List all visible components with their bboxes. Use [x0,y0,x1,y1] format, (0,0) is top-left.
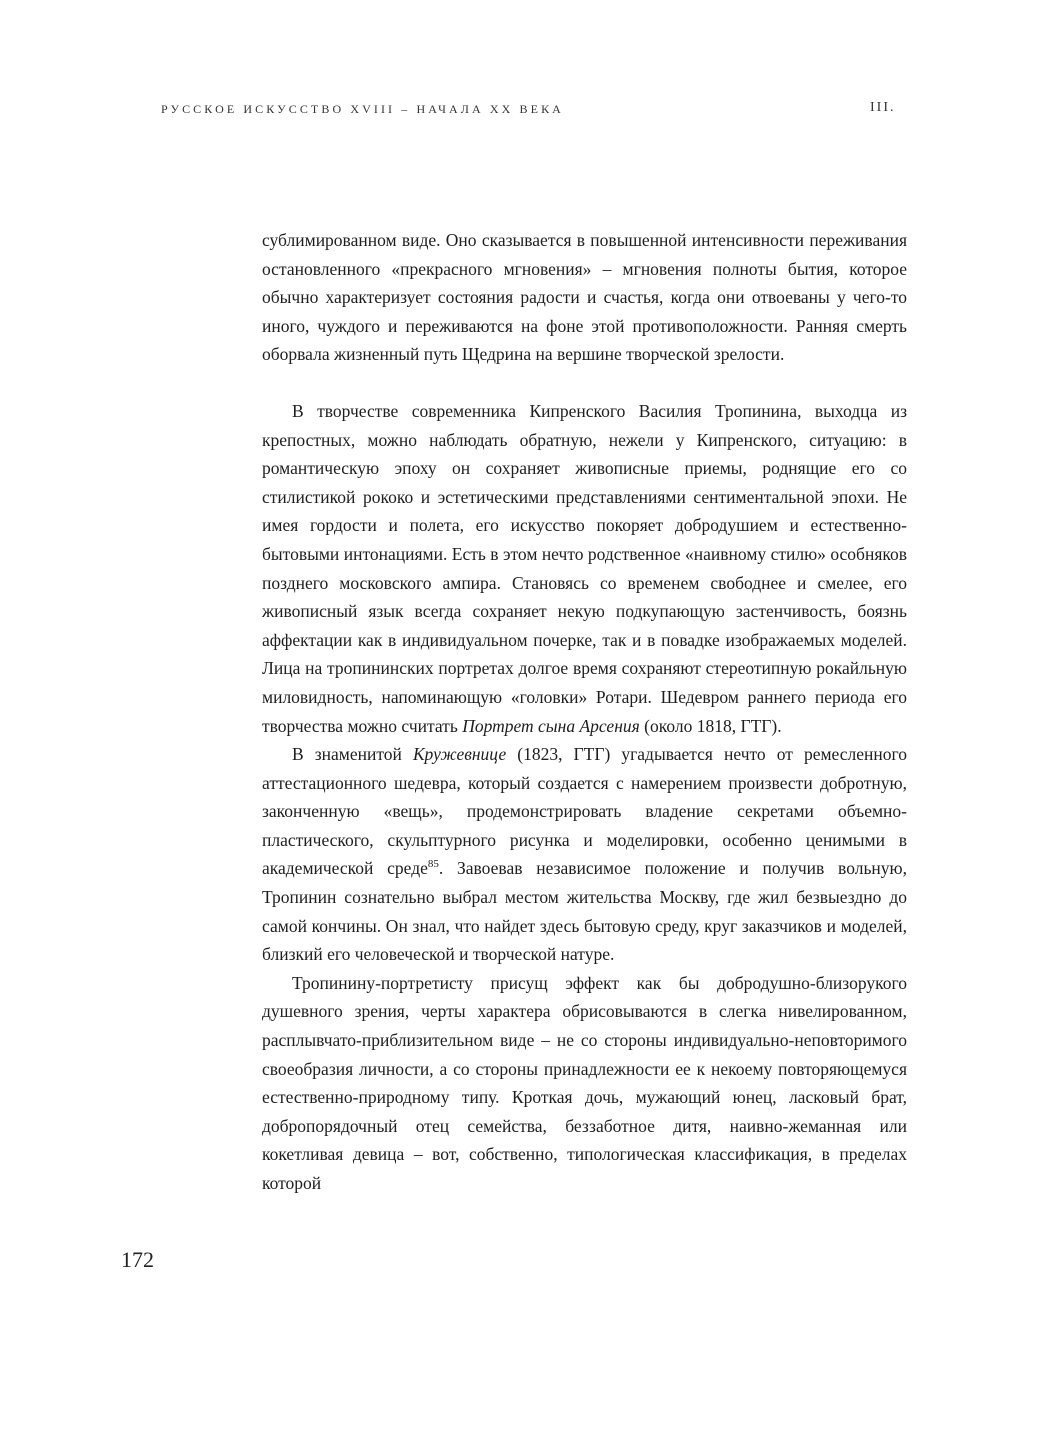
paragraph-3-text: В знаменитой [292,744,413,765]
paragraph-3-text-middle: (1823, ГТГ) угадывается нечто от ремесленного аттестационного шедевра, который создается с намерением произвести добротную, законченную «вещь», продемонстрировать владение секретами объемно-пластического, скульптурного рисунка и моделировки, особенно ценимыми в академической среде [262,744,907,879]
page-number: 172 [121,1247,154,1272]
footnote-ref[interactable]: 85 [427,858,439,871]
artwork-title: Кружевнице [412,744,507,765]
body-text [262,226,907,1198]
section-number: III. [870,100,896,115]
paragraph-3-tail: . Завоевав независимое положение и получив вольную, Тропинин сознательно выбрал местом жительства Москву, где жил безвыездно до самой кончины. Он знал, что найдет здесь бытовую среду, круг заказчиков и моделей, близкий его человеческой и творческой натуре. [262,858,907,965]
paragraph-2-tail: (около 1818, ГТГ). [639,715,782,736]
artwork-title: Портрет сына Арсения [462,715,640,736]
paragraph-2 [262,397,907,740]
paragraph-2-text: В творчестве современника Кипренского Василия Тропинина, выходца из крепостных, можно наблюдать обратную, нежели у Кипренского, ситуацию: в романтическую эпоху он сохраняет живописные приемы, роднящие его со стилистикой рококо и эстетическими представлениями сентиментальной эпохи. Не имея гордости и полета, его искусство покоряет добродушием и естественно-бытовыми интонациями. Есть в этом нечто родственное «наивному стилю» особняков позднего московского ампира. Становясь со временем свободнее и смелее, его живописный язык всегда сохраняет некую подкупающую застенчивость, боязнь аффектации как в индивидуальном почерке, так и в повадке изображаемых моделей. Лица на тропининских портретах долгое время сохраняют стереотипную рокайльную миловидность, напоминающую «головки» Ротари. Шедевром раннего периода его творчества можно считать [262,400,907,736]
paragraph-1: сублимированном виде. Оно сказывается в повышенной интенсивности переживания остановленного «прекрасного мгновения» – мгновения полноты бытия, которое обычно характеризует состояния радости и счастья, когда они отвоеваны у чего-то иного, чуждого и переживаются на фоне этой противоположности. Ранняя смерть оборвала жизненный путь Щедрина на вершине творческой зрелости. [262,230,907,365]
paragraph-4: Тропинину-портретисту присущ эффект как бы добродушно-близорукого душевного зрения, черты характера обрисовываются в слегка нивелированном, расплывчато-приблизительном виде – не со стороны индивидуально-неповторимого своеобразия личности, а со стороны принадлежности ее к некоему повторяющемуся естественно-природному типу. Кроткая дочь, мужающий юнец, ласковый брат, добропорядочный отец семейства, беззаботное дитя, наивно-жеманная или кокетливая девица – вот, собственно, типологическая классификация, в пределах которой [262,972,907,1193]
paragraph-3 [262,740,907,969]
running-title: РУССКОЕ ИСКУССТВО XVIII – НАЧАЛА XX ВЕКА [161,102,564,116]
